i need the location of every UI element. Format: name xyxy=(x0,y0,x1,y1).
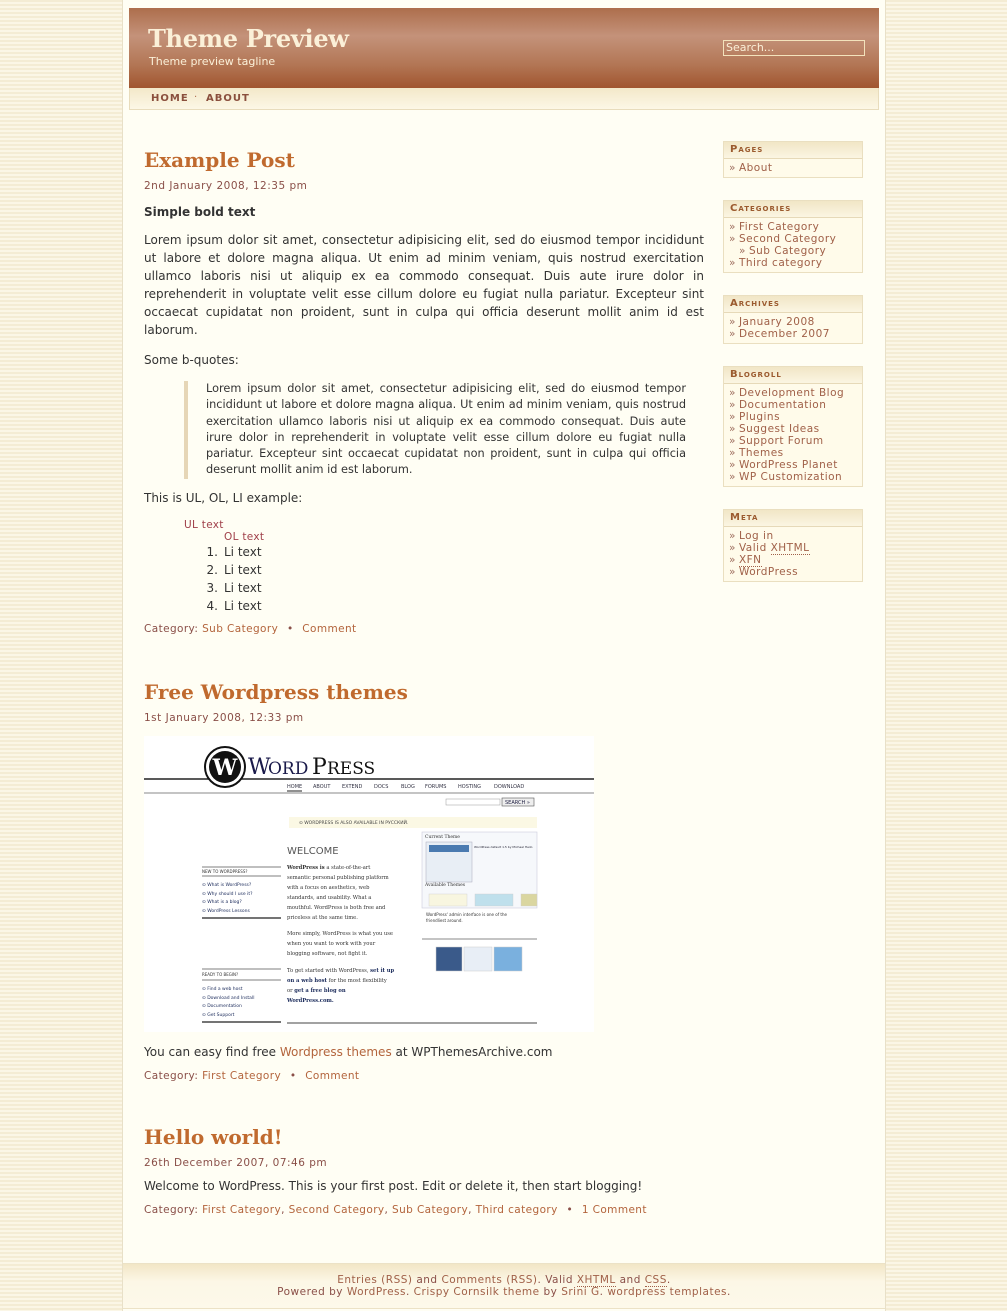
svg-text:⊙ Why should I use it?: ⊙ Why should I use it? xyxy=(202,892,253,897)
post-hello-world xyxy=(144,1117,704,1216)
category-link[interactable]: Sub Category xyxy=(202,622,279,635)
sidebar-category[interactable]: » Second Category xyxy=(729,233,837,245)
svg-text:DOWNLOAD: DOWNLOAD xyxy=(494,784,525,790)
entries-rss-link[interactable]: Entries (RSS) xyxy=(337,1274,413,1286)
svg-text:BLOG: BLOG xyxy=(401,784,415,790)
svg-text:WordPress default 1.5 by Micha: WordPress default 1.5 by Michael Heilo xyxy=(474,845,533,849)
raquo-icon: » xyxy=(729,566,736,578)
widget-title: Blogroll xyxy=(724,367,862,384)
sidebar-meta-wordpress[interactable]: » WordPress xyxy=(729,566,799,578)
post-title[interactable]: Free Wordpress themes xyxy=(144,680,408,704)
widget-title: Meta xyxy=(724,510,862,527)
wordpress-themes-link[interactable]: Wordpress themes xyxy=(279,1045,392,1059)
site-tagline: Theme preview tagline xyxy=(149,55,276,68)
svg-text:NEW TO WORDPRESS?: NEW TO WORDPRESS? xyxy=(202,869,248,874)
raquo-icon: » xyxy=(729,257,736,269)
svg-text:⊙ Get Support: ⊙ Get Support xyxy=(202,1013,235,1018)
sidebar-blogroll-link[interactable]: » Suggest Ideas xyxy=(729,423,820,435)
svg-text:⊙ Download and Install: ⊙ Download and Install xyxy=(202,996,255,1001)
svg-text:READY TO BEGIN?: READY TO BEGIN? xyxy=(202,972,239,977)
sidebar-meta-login[interactable]: » Log in xyxy=(729,530,774,542)
page-container xyxy=(122,0,886,1311)
raquo-icon: » xyxy=(729,459,736,471)
svg-text:EXTEND: EXTEND xyxy=(342,784,363,790)
svg-text:mouthful. WordPress is both fr: mouthful. WordPress is both free and xyxy=(287,905,386,911)
css-link[interactable]: CSS xyxy=(644,1274,667,1286)
svg-text:WordPress is a state-of-the-ar: WordPress is a state-of-the-art xyxy=(287,865,371,871)
nav-home[interactable]: HOME xyxy=(151,93,189,104)
post-title[interactable]: Example Post xyxy=(144,148,295,172)
widget-title: Archives xyxy=(724,296,862,313)
raquo-icon: » xyxy=(729,554,736,566)
ul-text: UL text xyxy=(184,518,224,531)
blockquote: Lorem ipsum dolor sit amet, consectetur adipisicing elit, sed do eiusmod tempor incididunt ut labore et dolore magna aliqua. Ut enim ad minim veniam, quis nostrud exercitation ullamco laboris nisi ut aliquip ex ea commodo consequat. Duis aute irure dolor in reprehenderit in voluptate velit esse cillum dolore eu fugiat nulla pariatur. Excepteur sint occaecat cupidatat non proident, sunt in culpa qui officia deserunt mollit anim id est laborum. xyxy=(184,381,686,479)
svg-text:priceless at the same time.: priceless at the same time. xyxy=(287,915,358,921)
sidebar-blogroll-link[interactable]: » WP Customization xyxy=(729,471,843,483)
category-link[interactable]: Sub Category xyxy=(392,1204,469,1216)
post-meta: Category: First Category • Comment xyxy=(144,1070,360,1082)
raquo-icon: » xyxy=(729,399,736,411)
svg-text:⊙ Find a web host: ⊙ Find a web host xyxy=(202,987,243,992)
post-paragraph: You can easy find free Wordpress themes at WPThemesArchive.com xyxy=(144,1045,553,1059)
raquo-icon: » xyxy=(729,435,736,447)
list-item: 4. Li text xyxy=(206,598,262,613)
post-date: 1st January 2008, 12:33 pm xyxy=(144,712,304,724)
svg-text:To get started with WordPress,: To get started with WordPress, set it up xyxy=(287,968,395,974)
svg-text:Current Theme: Current Theme xyxy=(425,835,460,840)
post-meta: Category: Sub Category • Comment xyxy=(144,622,357,635)
comments-rss-link[interactable]: Comments (RSS) xyxy=(441,1274,538,1286)
sidebar-category[interactable]: » Third category xyxy=(729,257,823,269)
site-title[interactable]: Theme Preview xyxy=(148,24,349,53)
post-date: 2nd January 2008, 12:35 pm xyxy=(144,180,308,192)
svg-text:⊙ Documentation: ⊙ Documentation xyxy=(202,1004,242,1009)
list-intro: This is UL, OL, LI example: xyxy=(144,490,303,505)
site-header xyxy=(129,8,879,88)
svg-text:More simply, WordPress is what: More simply, WordPress is what you use xyxy=(287,931,394,937)
category-link[interactable]: Third category xyxy=(475,1204,558,1216)
comment-link[interactable]: Comment xyxy=(302,622,357,635)
svg-text:on a web host for the most fle: on a web host for the most flexibility xyxy=(287,978,387,984)
raquo-icon: » xyxy=(729,542,736,554)
raquo-icon: » xyxy=(729,530,736,542)
svg-text:⊙ WordPress Lessons: ⊙ WordPress Lessons xyxy=(202,909,250,914)
svg-text:RESS: RESS xyxy=(327,759,376,779)
sidebar-blogroll-link[interactable]: » WordPress Planet xyxy=(729,459,838,471)
sidebar-link-about[interactable]: » About xyxy=(729,162,773,174)
sidebar-meta-xfn[interactable]: » XFN xyxy=(729,554,762,566)
wordpress-screenshot-image xyxy=(144,736,594,1032)
sidebar-blogroll-link[interactable]: » Themes xyxy=(729,447,784,459)
raquo-icon: » xyxy=(729,471,736,483)
ol-text: OL text xyxy=(224,530,265,543)
svg-text:W: W xyxy=(248,755,271,780)
raquo-icon: » xyxy=(729,221,736,233)
raquo-icon: » xyxy=(729,316,736,328)
raquo-icon: » xyxy=(729,387,736,399)
sidebar-blogroll-link[interactable]: » Plugins xyxy=(729,411,781,423)
xhtml-link[interactable]: XHTML xyxy=(576,1274,616,1286)
svg-text:⊙ WORDPRESS IS ALSO AVAILABLE: ⊙ WORDPRESS IS ALSO AVAILABLE IN РУССКИЙ. xyxy=(299,821,409,826)
svg-text:standards, and usability. What: standards, and usability. What a xyxy=(287,895,372,901)
svg-text:when you want to work with you: when you want to work with your xyxy=(287,941,376,947)
theme-link[interactable]: Crispy Cornsilk theme xyxy=(413,1286,540,1298)
category-link[interactable]: First Category xyxy=(202,1204,282,1216)
svg-text:⊙ What is a blog?: ⊙ What is a blog? xyxy=(202,900,242,905)
author-link[interactable]: Srini G xyxy=(561,1286,600,1298)
sidebar-archive[interactable]: » January 2008 xyxy=(729,316,815,328)
main-nav xyxy=(129,88,879,110)
raquo-icon: » xyxy=(729,423,736,435)
svg-text:with a focus on aesthetics, we: with a focus on aesthetics, web xyxy=(287,885,370,891)
svg-text:Available Themes: Available Themes xyxy=(425,883,466,888)
list-item: 3. Li text xyxy=(206,580,262,595)
raquo-icon: » xyxy=(729,447,736,459)
sidebar-subcategory[interactable]: » Sub Category xyxy=(739,245,827,257)
comment-link[interactable]: 1 Comment xyxy=(581,1204,647,1216)
svg-text:semantic personal publishing p: semantic personal publishing platform xyxy=(287,875,389,881)
post-title[interactable]: Hello world! xyxy=(144,1125,283,1149)
svg-text:WELCOME: WELCOME xyxy=(287,846,339,857)
footer-line-1: Entries (RSS) and Comments (RSS). Valid XHTML and CSS. xyxy=(337,1274,671,1286)
sidebar-meta-valid-xhtml[interactable]: » Valid XHTML xyxy=(729,542,810,554)
svg-text:or get a free blog on: or get a free blog on xyxy=(287,988,346,994)
svg-text:DOCS: DOCS xyxy=(374,784,389,790)
widget-title: Categories xyxy=(724,201,862,218)
raquo-icon: » xyxy=(729,162,736,174)
list-item: 1. Li text xyxy=(206,544,262,559)
svg-text:W: W xyxy=(212,755,238,781)
svg-text:ABOUT: ABOUT xyxy=(313,784,331,790)
post-free-themes-body xyxy=(144,1043,704,1082)
list-item: 2. Li text xyxy=(206,562,262,577)
raquo-icon: » xyxy=(729,328,736,340)
widget-categories xyxy=(723,200,863,273)
sidebar-blogroll-link[interactable]: » Development Blog xyxy=(729,387,845,399)
wordpress-link[interactable]: WordPress xyxy=(346,1286,406,1298)
svg-text:WordPress.com.: WordPress.com. xyxy=(287,998,334,1004)
search-input[interactable]: Search... xyxy=(723,40,865,56)
sidebar-category[interactable]: » First Category xyxy=(729,221,820,233)
svg-text:friendliest around.: friendliest around. xyxy=(426,918,463,923)
widget-title: Pages xyxy=(724,142,862,159)
widget-meta xyxy=(723,509,863,582)
widget-pages xyxy=(723,141,863,178)
site-footer xyxy=(123,1263,885,1309)
bold-text: Simple bold text xyxy=(144,205,256,219)
svg-text:FORUMS: FORUMS xyxy=(425,784,447,790)
svg-text:blogging software, not fight i: blogging software, not fight it. xyxy=(287,951,368,957)
ol-list xyxy=(206,530,704,615)
category-link[interactable]: Second Category xyxy=(288,1204,385,1216)
post-date: 26th December 2007, 07:46 pm xyxy=(144,1157,328,1169)
footer-line-2: Powered by WordPress. Crispy Cornsilk theme by Srini G. wordpress templates. xyxy=(277,1286,731,1298)
ul-list xyxy=(184,519,704,615)
sidebar-archive[interactable]: » December 2007 xyxy=(729,328,830,340)
nav-separator: · xyxy=(194,92,198,103)
raquo-icon: » xyxy=(729,411,736,423)
sidebar-blogroll-link[interactable]: » Documentation xyxy=(729,399,827,411)
category-link[interactable]: First Category xyxy=(202,1070,282,1082)
widget-archives xyxy=(723,295,863,344)
templates-link[interactable]: wordpress templates xyxy=(607,1286,727,1298)
sidebar-blogroll-link[interactable]: » Support Forum xyxy=(729,435,824,447)
raquo-icon: » xyxy=(739,245,746,257)
nav-about[interactable]: ABOUT xyxy=(206,93,250,104)
comment-link[interactable]: Comment xyxy=(305,1070,360,1082)
widget-blogroll xyxy=(723,366,863,487)
post-example xyxy=(144,140,704,635)
svg-text:ORD: ORD xyxy=(268,759,309,779)
svg-text:SEARCH »: SEARCH » xyxy=(505,800,530,806)
svg-text:P: P xyxy=(312,755,327,780)
svg-text:⊙ What is WordPress?: ⊙ What is WordPress? xyxy=(202,883,252,888)
post-meta: Category: First Category, Second Category, Sub Category, Third category • 1 Comment xyxy=(144,1204,647,1216)
raquo-icon: » xyxy=(729,233,736,245)
svg-text:HOSTING: HOSTING xyxy=(458,784,482,790)
post-free-themes xyxy=(144,672,704,724)
bquote-intro: Some b-quotes: xyxy=(144,353,239,367)
svg-text:WordPress' admin interface is: WordPress' admin interface is one of the xyxy=(426,912,507,917)
post-paragraph: Lorem ipsum dolor sit amet, consectetur adipisicing elit, sed do eiusmod tempor incididunt ut labore et dolore magna aliqua. Ut enim ad minim veniam, quis nostrud exercitation ullamco laboris nisi ut aliquip ex ea commodo consequat. Duis aute irure dolor in reprehenderit in voluptate velit esse cillum dolore eu fugiat nulla pariatur. Excepteur sint occaecat cupidatat non proident, sunt in culpa qui officia deserunt mollit anim id est laborum. xyxy=(144,233,704,337)
post-paragraph: Welcome to WordPress. This is your first post. Edit or delete it, then start blogging! xyxy=(144,1179,643,1193)
svg-text:HOME: HOME xyxy=(287,784,303,790)
